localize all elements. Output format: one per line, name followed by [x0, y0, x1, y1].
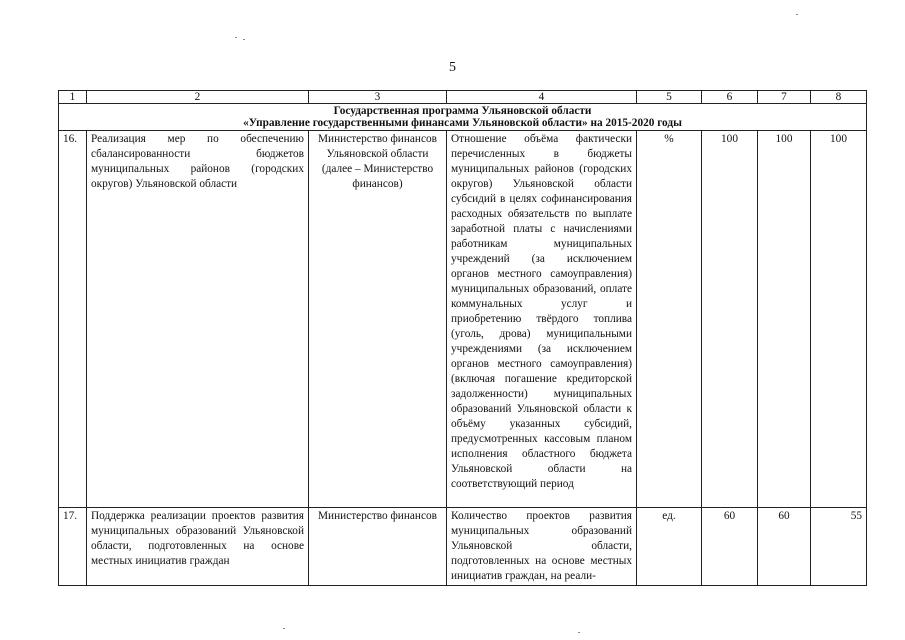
- value-col-7: 60: [758, 508, 811, 586]
- page-number: 5: [449, 60, 456, 75]
- row-number: 17.: [59, 508, 87, 586]
- section-title-line-1: Государственная программа Ульяновской области: [333, 105, 592, 117]
- value-col-7: 100: [758, 131, 811, 508]
- column-number: 6: [702, 91, 758, 104]
- scan-speck: [283, 628, 285, 629]
- scan-speck: [243, 39, 245, 40]
- scan-speck: [796, 14, 798, 15]
- value-col-6: 100: [702, 131, 758, 508]
- section-title: [59, 104, 867, 131]
- value-col-6: 60: [702, 508, 758, 586]
- scan-speck: [235, 37, 237, 38]
- indicators-table: [58, 90, 867, 586]
- table-row: [59, 508, 867, 586]
- column-number: 5: [637, 91, 702, 104]
- measure-name: Поддержка реализации проектов развития муниципальных образований Ульяновской области, подготовленных на основе местных инициатив граждан: [87, 508, 309, 586]
- section-title-row: [59, 104, 867, 131]
- column-number: 7: [758, 91, 811, 104]
- table-row: [59, 131, 867, 508]
- column-number-row: [59, 91, 867, 104]
- column-number: 2: [87, 91, 309, 104]
- section-title-line-2: «Управление государственными финансами Ульяновской области» на 2015-2020 годы: [243, 117, 682, 129]
- unit: %: [637, 131, 702, 508]
- unit: ед.: [637, 508, 702, 586]
- value-col-8: 55: [811, 508, 867, 586]
- indicator-description: Количество проектов развития муниципальных образований Ульяновской области, подготовленных на основе местных инициатив граждан, на реали-: [447, 508, 637, 586]
- responsible-executor: Министерство финансов Ульяновской области (далее – Министерство финансов): [309, 131, 447, 508]
- column-number: 4: [447, 91, 637, 104]
- column-number: 1: [59, 91, 87, 104]
- value-col-8: 100: [811, 131, 867, 508]
- responsible-executor: Министерство финансов: [309, 508, 447, 586]
- scan-speck: [578, 632, 580, 633]
- row-number: 16.: [59, 131, 87, 508]
- column-number: 3: [309, 91, 447, 104]
- indicator-description: Отношение объёма фактически перечисленных в бюджеты муниципальных районов (городских округов) Ульяновской области субсидий в целях софинансирования расходных обязательств по выплате заработной платы с начислениями работникам муниципальных учреждений (за исключением органов местного самоуправления) муниципальных образований, оплате коммунальных услуг и приобретению твёрдого топлива (уголь, дрова) муниципальными учреждениями (за исключением органов местного самоуправления) (включая погашение кредиторской задолженности) муниципальных образований Ульяновской области к объёму указанных субсидий, предусмотренных кассовым планом исполнения областного бюджета Ульяновской области на соответствующий период: [447, 131, 637, 508]
- measure-name: Реализация мер по обеспечению сбалансированности бюджетов муниципальных районов (городских округов) Ульяновской области: [87, 131, 309, 508]
- column-number: 8: [811, 91, 867, 104]
